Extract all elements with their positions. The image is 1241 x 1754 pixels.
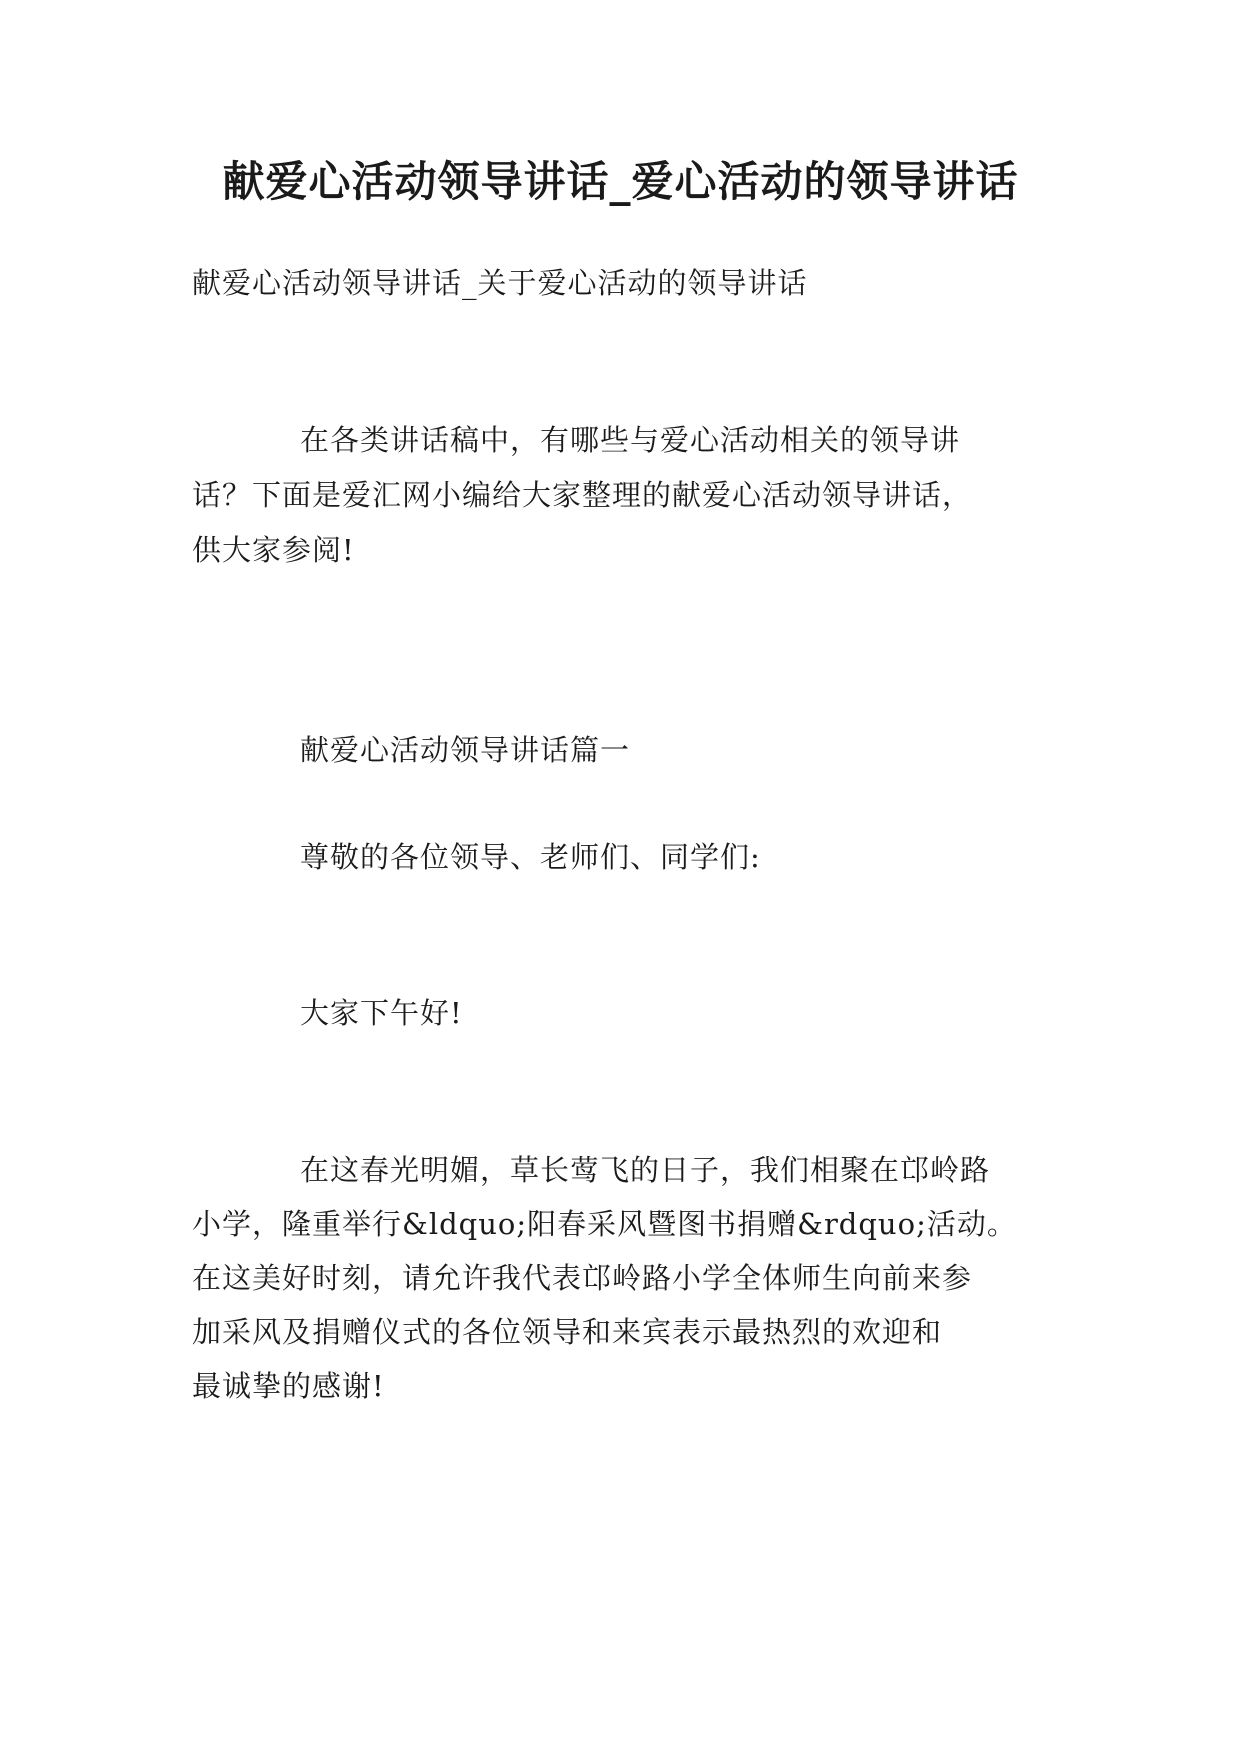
section-heading: 献爱心活动领导讲话篇一 [300, 733, 631, 767]
document-title: 献爱心活动领导讲话_爱心活动的领导讲话 [222, 157, 1019, 206]
body-line: 加采风及捐赠仪式的各位领导和来宾表示最热烈的欢迎和 [192, 1315, 943, 1349]
document-subtitle: 献爱心活动领导讲话_关于爱心活动的领导讲话 [192, 266, 808, 300]
body-line: 在这春光明媚，草长莺飞的日子，我们相聚在邙岭路 [300, 1153, 991, 1187]
body-line: 在这美好时刻，请允许我代表邙岭路小学全体师生向前来参 [192, 1261, 973, 1295]
salutation: 尊敬的各位领导、老师们、同学们: [300, 840, 761, 874]
intro-line: 在各类讲话稿中，有哪些与爱心活动相关的领导讲 [300, 423, 961, 457]
body-line: 小学，隆重举行&ldquo;阳春采风暨图书捐赠&rdquo;活动。 [192, 1207, 1017, 1241]
greeting: 大家下午好! [300, 996, 463, 1030]
body-line: 最诚挚的感谢! [192, 1369, 385, 1403]
intro-line: 话？下面是爱汇网小编给大家整理的献爱心活动领导讲话， [192, 478, 973, 512]
intro-line: 供大家参阅! [192, 533, 355, 567]
